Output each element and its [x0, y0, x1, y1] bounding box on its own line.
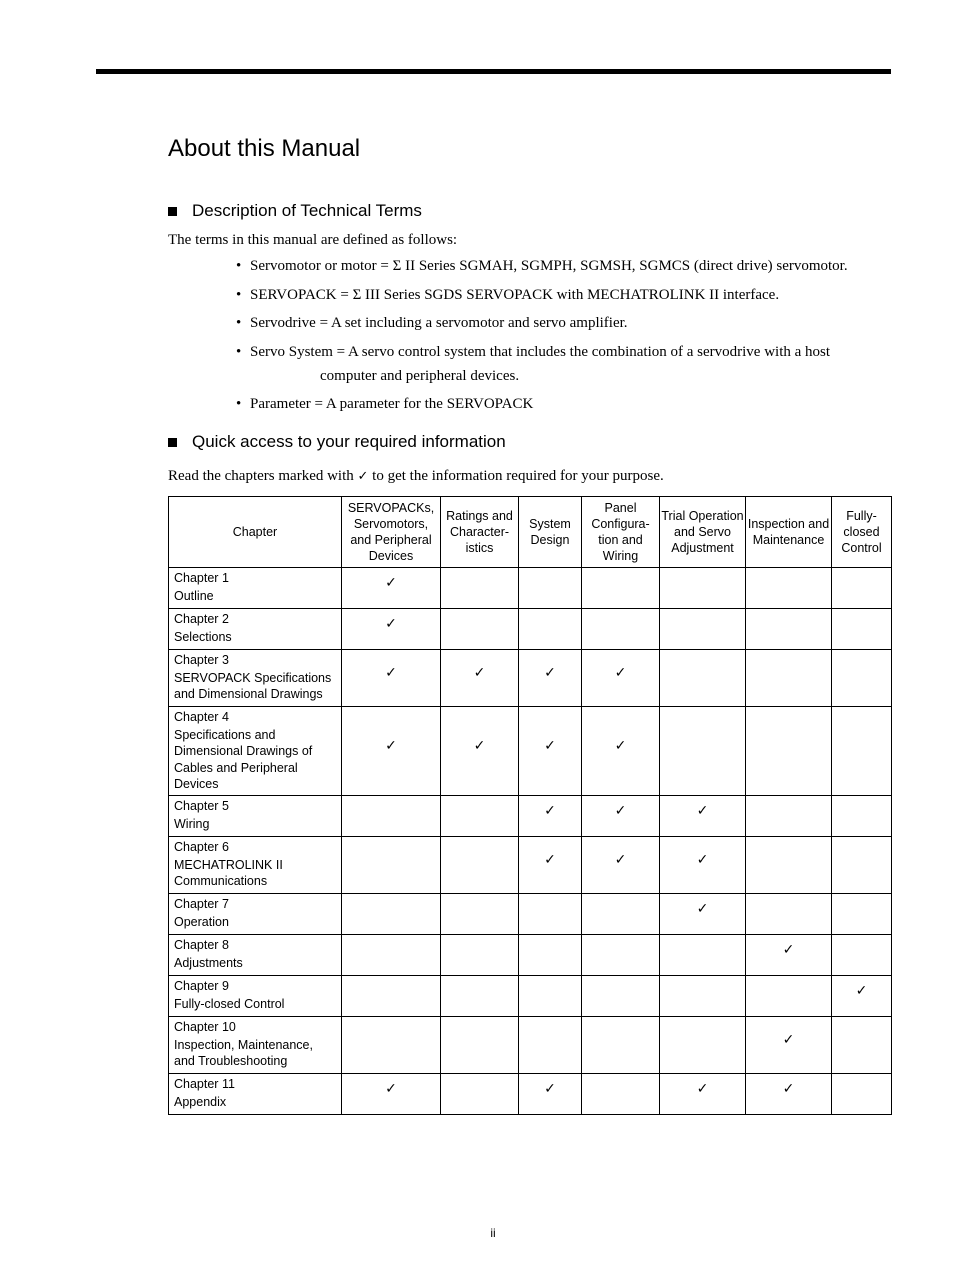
check-icon: ✓: [544, 852, 556, 868]
empty-cell: [660, 650, 746, 707]
table-row: [169, 837, 892, 894]
check-cell: [519, 837, 582, 894]
chapter-cell: Chapter 7 Operation: [169, 894, 342, 935]
check-cell: [660, 837, 746, 894]
square-bullet-icon: [168, 438, 177, 447]
empty-cell: [746, 976, 832, 1017]
empty-cell: [582, 609, 660, 650]
chapter-cell: Chapter 9 Fully-closed Control: [169, 976, 342, 1017]
check-icon: ✓: [614, 803, 627, 819]
check-cell: [519, 1074, 582, 1115]
check-cell: [660, 1074, 746, 1115]
list-item-continuation: computer and peripheral devices.: [320, 367, 520, 384]
check-cell: [519, 796, 582, 837]
table-row: [169, 609, 892, 650]
page-number: ii: [490, 1226, 496, 1240]
empty-cell: [746, 707, 832, 796]
check-icon: ✓: [614, 852, 627, 868]
check-icon: ✓: [614, 665, 627, 681]
empty-cell: [441, 1074, 519, 1115]
top-rule: [96, 69, 891, 74]
column-header: Fully-closed Control: [832, 497, 892, 568]
quick-access-intro: Read the chapters marked with ✓ to get the information required for your purpose.: [168, 468, 664, 484]
check-cell: [582, 650, 660, 707]
empty-cell: [519, 935, 582, 976]
check-icon: ✓: [385, 575, 397, 591]
empty-cell: [832, 894, 892, 935]
column-header: Chapter: [169, 497, 342, 568]
check-cell: [582, 707, 660, 796]
empty-cell: [582, 1074, 660, 1115]
empty-cell: [342, 796, 441, 837]
check-icon: ✓: [357, 469, 369, 484]
check-cell: [660, 796, 746, 837]
bullet-icon: •: [236, 258, 242, 274]
check-cell: [582, 796, 660, 837]
check-cell: [342, 707, 441, 796]
check-icon: ✓: [385, 1081, 397, 1097]
square-bullet-icon: [168, 207, 177, 216]
empty-cell: [582, 894, 660, 935]
check-icon: ✓: [473, 665, 486, 681]
chapter-cell: Chapter 8 Adjustments: [169, 935, 342, 976]
empty-cell: [441, 568, 519, 609]
empty-cell: [342, 1017, 441, 1074]
chapter-cell: Chapter 1 Outline: [169, 568, 342, 609]
check-icon: ✓: [696, 803, 709, 819]
table-row: [169, 894, 892, 935]
check-cell: [342, 568, 441, 609]
empty-cell: [660, 1017, 746, 1074]
table-row: [169, 568, 892, 609]
check-icon: ✓: [385, 738, 397, 754]
empty-cell: [832, 837, 892, 894]
empty-cell: [342, 894, 441, 935]
empty-cell: [441, 894, 519, 935]
check-icon: ✓: [782, 1081, 795, 1097]
table-row: [169, 1017, 892, 1074]
chapter-cell: Chapter 3 SERVOPACK Specifications and Dimensional Drawings: [169, 650, 342, 707]
check-icon: ✓: [782, 942, 795, 958]
check-icon: ✓: [544, 1081, 556, 1097]
check-cell: [342, 650, 441, 707]
check-cell: [746, 935, 832, 976]
list-item: • Servodrive = A set including a servomotor and servo amplifier.: [236, 315, 628, 331]
empty-cell: [832, 796, 892, 837]
list-item: • Parameter = A parameter for the SERVOPACK: [236, 396, 534, 412]
check-cell: [519, 707, 582, 796]
terms-list: [236, 256, 896, 423]
section-heading-technical-terms: [168, 200, 422, 222]
empty-cell: [660, 568, 746, 609]
check-icon: ✓: [855, 983, 868, 999]
empty-cell: [519, 1017, 582, 1074]
empty-cell: [441, 935, 519, 976]
list-item: • Servomotor or motor = Σ II Series SGMAH, SGMPH, SGMSH, SGMCS (direct drive) servomotor.: [236, 258, 848, 274]
empty-cell: [746, 650, 832, 707]
empty-cell: [746, 837, 832, 894]
check-icon: ✓: [544, 803, 556, 819]
table-row: [169, 935, 892, 976]
column-header: SERVOPACKs, Servomotors, and Peripheral Devices: [342, 497, 441, 568]
terms-intro: The terms in this manual are defined as follows:: [168, 232, 458, 248]
check-cell: [832, 976, 892, 1017]
check-icon: ✓: [473, 738, 486, 754]
check-icon: ✓: [544, 665, 556, 681]
check-icon: ✓: [696, 1081, 709, 1097]
check-icon: ✓: [696, 852, 709, 868]
section-heading-text: Description of Technical Terms: [192, 201, 422, 220]
chapter-cell: Chapter 6 MECHATROLINK II Communications: [169, 837, 342, 894]
empty-cell: [746, 894, 832, 935]
check-cell: [746, 1074, 832, 1115]
empty-cell: [832, 935, 892, 976]
bullet-icon: •: [236, 315, 242, 331]
chapter-cell: Chapter 10 Inspection, Maintenance, and Troubleshooting: [169, 1017, 342, 1074]
empty-cell: [582, 1017, 660, 1074]
column-header: Trial Operation and Servo Adjustment: [660, 497, 746, 568]
empty-cell: [832, 609, 892, 650]
check-icon: ✓: [385, 665, 397, 681]
empty-cell: [660, 976, 746, 1017]
check-cell: [746, 1017, 832, 1074]
check-cell: [441, 650, 519, 707]
column-header: Ratings and Character-istics: [441, 497, 519, 568]
empty-cell: [832, 650, 892, 707]
chapter-cell: Chapter 11 Appendix: [169, 1074, 342, 1115]
table-row: [169, 796, 892, 837]
empty-cell: [660, 609, 746, 650]
empty-cell: [746, 796, 832, 837]
table-row: [169, 976, 892, 1017]
check-icon: ✓: [614, 738, 627, 754]
empty-cell: [441, 1017, 519, 1074]
empty-cell: [441, 609, 519, 650]
check-cell: [660, 894, 746, 935]
section-heading-quick-access: [168, 431, 506, 453]
empty-cell: [660, 935, 746, 976]
empty-cell: [519, 568, 582, 609]
check-icon: ✓: [696, 901, 709, 917]
empty-cell: [342, 976, 441, 1017]
empty-cell: [832, 1074, 892, 1115]
empty-cell: [832, 1017, 892, 1074]
section-heading-text: Quick access to your required information: [192, 432, 506, 451]
check-cell: [519, 650, 582, 707]
empty-cell: [519, 894, 582, 935]
empty-cell: [342, 935, 441, 976]
bullet-icon: •: [236, 343, 242, 360]
bullet-icon: •: [236, 286, 242, 303]
check-icon: ✓: [544, 738, 556, 754]
check-cell: [582, 837, 660, 894]
empty-cell: [582, 935, 660, 976]
chapter-cell: Chapter 5 Wiring: [169, 796, 342, 837]
column-header: System Design: [519, 497, 582, 568]
table-row: [169, 1074, 892, 1115]
check-icon: ✓: [385, 616, 397, 632]
empty-cell: [519, 976, 582, 1017]
table-header-row: [169, 497, 892, 568]
check-cell: [342, 609, 441, 650]
empty-cell: [582, 976, 660, 1017]
empty-cell: [441, 837, 519, 894]
chapter-cell: Chapter 2 Selections: [169, 609, 342, 650]
empty-cell: [660, 707, 746, 796]
check-cell: [342, 1074, 441, 1115]
empty-cell: [519, 609, 582, 650]
check-icon: ✓: [782, 1032, 795, 1048]
chapter-cell: Chapter 4 Specifications and Dimensional Drawings of Cables and Peripheral Devices: [169, 707, 342, 796]
empty-cell: [832, 568, 892, 609]
list-item: • Servo System = A servo control system that includes the combination of a servodrive with a host computer and peripheral devices.: [236, 342, 896, 386]
check-cell: [441, 707, 519, 796]
column-header: Panel Configura-tion and Wiring: [582, 497, 660, 568]
empty-cell: [746, 609, 832, 650]
page-title: About this Manual: [168, 135, 361, 162]
table-row: [169, 650, 892, 707]
table-row: [169, 707, 892, 796]
empty-cell: [746, 568, 832, 609]
empty-cell: [441, 796, 519, 837]
list-item: • SERVOPACK = Σ III Series SGDS SERVOPACK with MECHATROLINK II interface.: [236, 286, 780, 303]
bullet-icon: •: [236, 396, 242, 412]
empty-cell: [832, 707, 892, 796]
empty-cell: [342, 837, 441, 894]
column-header: Inspection and Maintenance: [746, 497, 832, 568]
empty-cell: [441, 976, 519, 1017]
chapter-table: [168, 496, 892, 1115]
empty-cell: [582, 568, 660, 609]
